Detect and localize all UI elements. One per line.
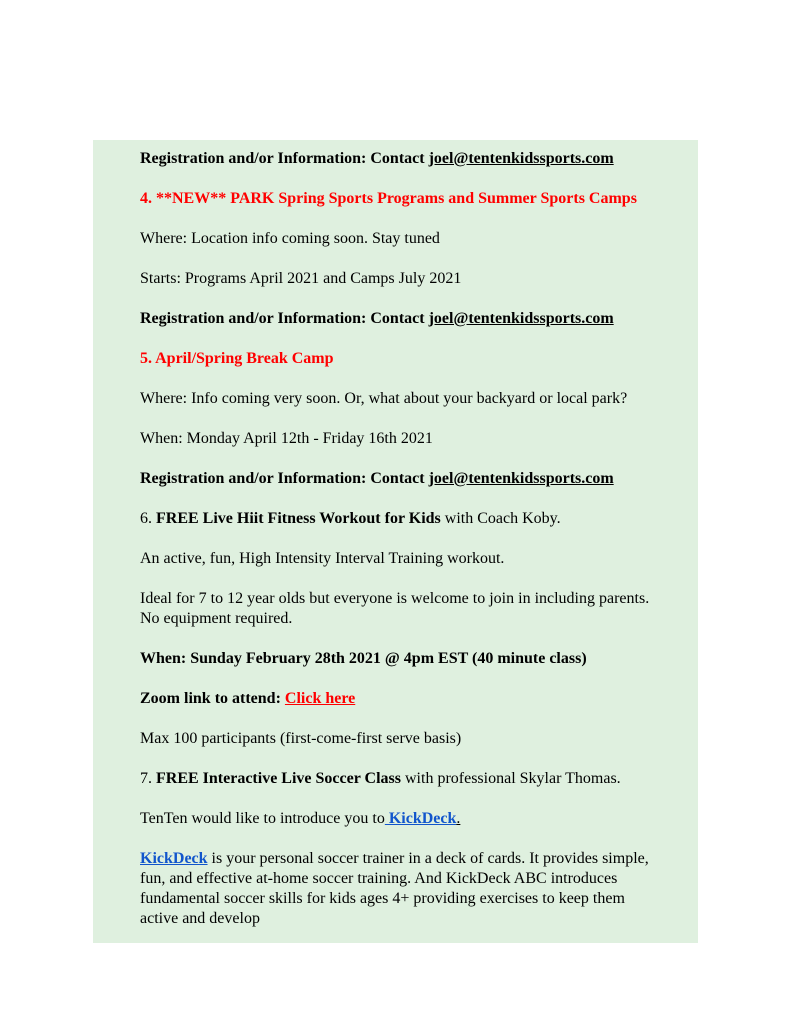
section-5-heading-text: 5. April/Spring Break Camp [140,350,334,367]
section-7-kickdeck-paragraph [140,849,654,929]
section-6-title-rest: with Coach Koby. [440,510,561,527]
section-4-heading-text: 4. **NEW** PARK Spring Sports Programs and Summer Sports Camps [140,190,637,207]
registration-label: Registration and/or Information: Contact [140,310,429,327]
section-6-when [140,649,654,669]
email-link[interactable]: joel@tentenkidssports.com [428,470,614,487]
section-6-description: An active, fun, High Intensity Interval Training workout. [140,550,505,567]
section-6-zoom-line [140,689,654,709]
section-6-description-2: Ideal for 7 to 12 year olds but everyone is welcome to join in including parents. No equipment required. [140,590,650,627]
kickdeck-link[interactable]: KickDeck [140,850,208,867]
section-6-when-text: When: Sunday February 28th 2021 @ 4pm EST (40 minute class) [140,650,587,667]
registration-label: Registration and/or Information: Contact [140,150,429,167]
zoom-click-here-link[interactable]: Click here [284,690,356,707]
kickdeck-link[interactable]: KickDeck [384,810,457,827]
email-link[interactable]: joel@tentenkidssports.com [428,310,614,327]
section-7-title-bold: FREE Interactive Live Soccer Class [156,770,401,787]
section-5-where: Where: Info coming very soon. Or, what about your backyard or local park? [140,390,628,407]
section-7-intro-line [140,809,654,829]
section-7-title-rest: with professional Skylar Thomas. [401,770,621,787]
registration-contact-line [140,309,654,329]
section-4-where: Where: Location info coming soon. Stay tuned [140,230,440,247]
zoom-link-label: Zoom link to attend: [140,690,285,707]
section-6-number: 6. [140,510,156,527]
kickdeck-description: is your personal soccer trainer in a deck of cards. It provides simple, fun, and effective at-home soccer training. And KickDeck ABC introduces fundamental soccer skills for kids ages 4+ providing exercises to keep them active and develop [140,850,649,927]
registration-label: Registration and/or Information: Contact [140,470,429,487]
section-5-when: When: Monday April 12th - Friday 16th 2021 [140,430,433,447]
section-7-number: 7. [140,770,156,787]
registration-contact-line [140,469,654,489]
section-6-title [140,509,654,529]
section-7-title [140,769,654,789]
section-6-max-participants: Max 100 participants (first-come-first serve basis) [140,730,462,747]
section-4-heading [140,189,654,209]
email-link[interactable]: joel@tentenkidssports.com [428,150,614,167]
email-content-block [93,140,698,943]
section-4-starts: Starts: Programs April 2021 and Camps July 2021 [140,270,462,287]
registration-contact-line [140,149,654,169]
section-7-intro-text: TenTen would like to introduce you to [140,810,385,827]
section-5-heading [140,349,654,369]
section-7-intro-period: . [456,810,461,827]
section-6-title-bold: FREE Live Hiit Fitness Workout for Kids [156,510,441,527]
